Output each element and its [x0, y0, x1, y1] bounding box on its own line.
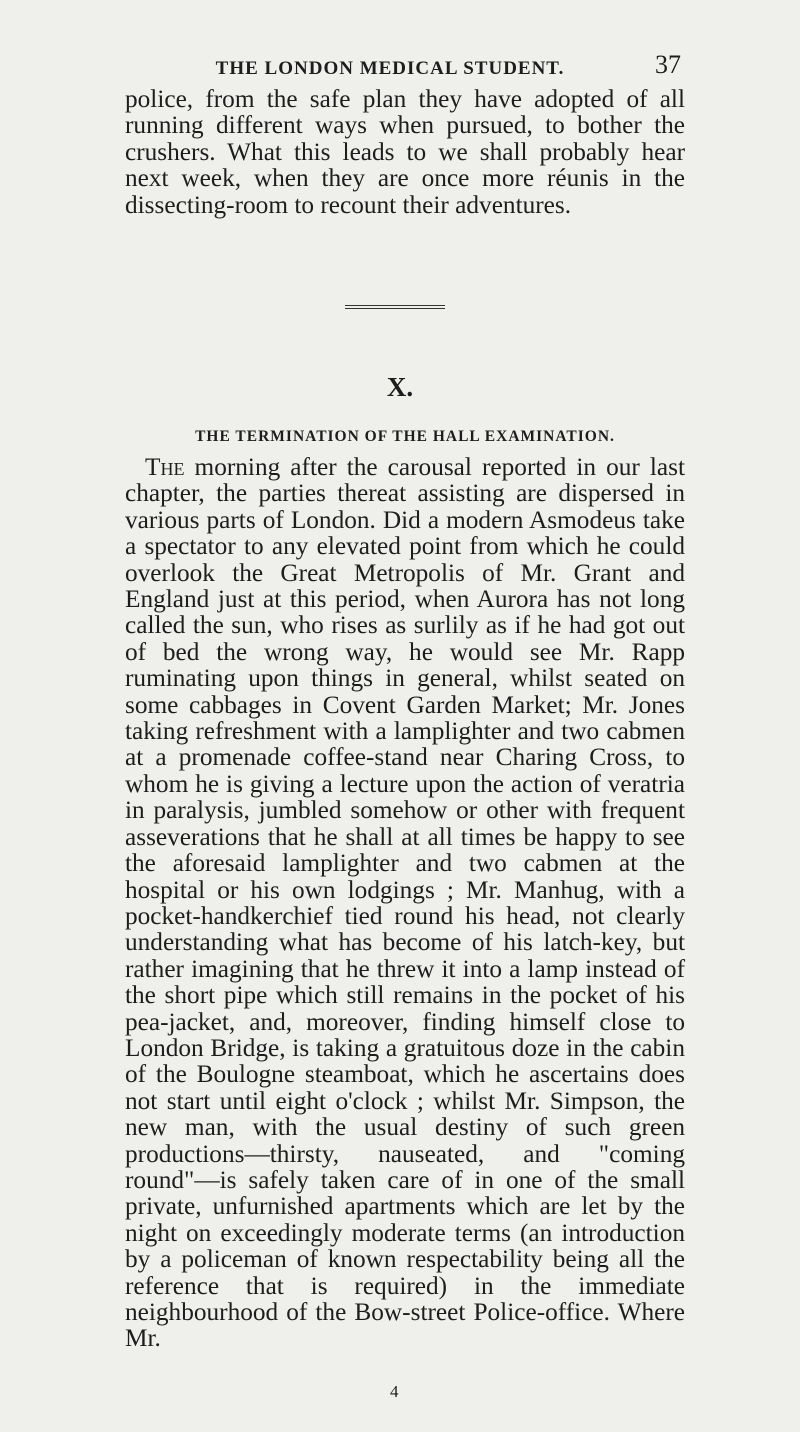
- signature-mark: 4: [390, 1382, 399, 1401]
- paragraph-continued: police, from the safe plan they have adopted of all running different ways when pursued, to bother the crushers. What this leads to we shall probably hear next week, when they are once more réunis in the dissecting-room to recount their adventures.: [125, 85, 685, 219]
- page-number: 37: [655, 50, 681, 79]
- lead-word: The: [145, 453, 185, 481]
- chapter-title: THE TERMINATION OF THE HALL EXAMINATION.: [195, 428, 615, 445]
- paragraph-body: morning after the carousal reported in our last chapter, the parties thereat assisting are dispersed in various parts of London. Did a modern Asmodeus take a spectator to any elevated point from which he could overlook the Great Metropolis of Mr. Grant and England just at this period, when Aurora has not long called the sun, who rises as surlily as if he had got out of bed the wrong way, he would see Mr. Rapp ruminating upon things in general, whilst seated on some cabbages in Covent Garden Market; Mr. Jones taking refreshment with a lamplighter and two cabmen at a promenade coffee-stand near Charing Cross, to whom he is giving a lecture upon the action of veratria in paralysis, jumbled somehow or other with frequent asseverations that he shall at all times be happy to see the aforesaid lamplighter and two cabmen at the hospital or his own lodgings ; Mr. Manhug, with a pocket-handkerchief tied round his head, not clearly understanding what has become of his latch-key, but rather imagining that he threw it into a lamp instead of the short pipe which still remains in the pocket of his pea-jacket, and, moreover, finding himself close to London Bridge, is taking a gratuitous doze in the cabin of the Boulogne steamboat, which he ascertains does not start until eight o'clock ; whilst Mr. Simpson, the new man, with the usual destiny of such green productions—thirsty, nauseated, and "coming round"—is safely taken care of in one of the small private, unfurnished apartments which are let by the night on exceedingly moderate terms (an introduction by a policeman of known respectability being all the reference that is required) in the immediate neighbourhood of the Bow-street Police-office. Where Mr.: [125, 453, 685, 1353]
- chapter-number: X.: [386, 372, 414, 402]
- section-divider: [345, 305, 445, 309]
- chapter-opening-paragraph: [125, 454, 685, 1352]
- running-head: THE LONDON MEDICAL STUDENT.: [215, 58, 565, 79]
